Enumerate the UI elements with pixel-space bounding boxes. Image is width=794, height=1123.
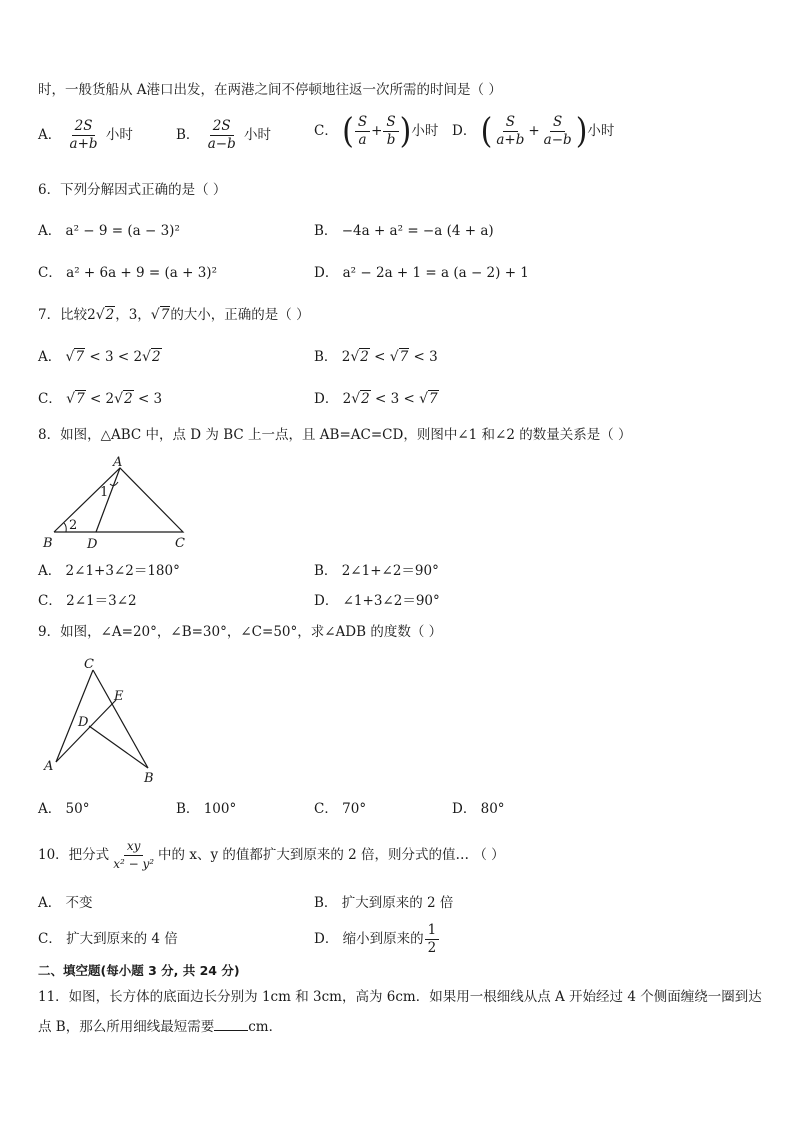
q7-option-d[interactable]: D． 2√2 < 3 < √7 bbox=[314, 391, 438, 407]
section-title: 二、填空题(每小题 3 分, 共 24 分) bbox=[38, 963, 240, 978]
q10-option-b[interactable]: B． 扩大到原来的 2 倍 bbox=[314, 895, 454, 911]
fraction: $\frac{2S}{a+b}$ bbox=[69, 118, 98, 152]
q9-option-b[interactable]: B． 100° bbox=[176, 801, 237, 817]
q6-option-c[interactable]: C． a² + 6a + 9 = (a + 3)² bbox=[38, 265, 217, 281]
label-d: D bbox=[78, 715, 89, 730]
fraction: $\frac{2S}{a-b}$ bbox=[207, 118, 236, 152]
q11-line1: 11．如图，长方体的底面边长分别为 1cm 和 3cm，高为 6cm．如果用一根细线从点 A 开始经过 4 个侧面缠绕一圈到达 bbox=[38, 989, 762, 1005]
angle-label-1: 1 bbox=[100, 485, 109, 500]
label-c: C bbox=[84, 657, 94, 672]
q8-option-a[interactable]: A． 2∠1+3∠2＝180° bbox=[38, 563, 180, 579]
label-e: E bbox=[114, 689, 124, 704]
label-c: C bbox=[175, 536, 185, 551]
q7-option-b[interactable]: B． 2√2 < √7 < 3 bbox=[314, 349, 438, 365]
q5-option-a[interactable]: A． $\frac{2S}{a+b}$ 小时 bbox=[38, 118, 133, 152]
q9-option-c[interactable]: C． 70° bbox=[314, 801, 367, 817]
label-d: D bbox=[87, 537, 98, 552]
q7-option-a[interactable]: A． √7 < 3 < 2√2 bbox=[38, 349, 161, 365]
label-a: A bbox=[113, 455, 123, 470]
q7-stem: 7．比较2√2，3，√7的大小，正确的是（ ） bbox=[38, 307, 310, 323]
label-a: A bbox=[44, 759, 54, 774]
q5-stem: 时，一般货船从 A港口出发，在两港之间不停顿地往返一次所需的时间是（ ） bbox=[38, 82, 502, 98]
q6-option-a[interactable]: A． a² − 9 = (a − 3)² bbox=[38, 223, 180, 239]
option-letter: A． bbox=[38, 127, 62, 143]
q6-option-b[interactable]: B． −4a + a² = −a (4 + a) bbox=[314, 223, 494, 239]
label-b: B bbox=[43, 536, 53, 551]
q5-option-c[interactable]: C． ( $\frac{S}{a}$ + $\frac{S}{b}$ )小时 bbox=[314, 110, 439, 152]
q7-option-c[interactable]: C． √7 < 2√2 < 3 bbox=[38, 391, 163, 407]
q8-option-c[interactable]: C． 2∠1＝3∠2 bbox=[38, 593, 137, 609]
q6-option-d[interactable]: D． a² − 2a + 1 = a (a − 2) + 1 bbox=[314, 265, 529, 281]
q9-stem: 9．如图，∠A=20°，∠B=30°，∠C=50°，求∠ADB 的度数（ ） bbox=[38, 624, 443, 640]
label-b: B bbox=[144, 771, 154, 786]
q5-option-b[interactable]: B． $\frac{2S}{a-b}$ 小时 bbox=[176, 118, 272, 152]
q9-option-a[interactable]: A． 50° bbox=[38, 801, 90, 817]
q10-stem: 10．把分式 $\frac{xy}{\text{x² − y²}}$ 中的 x、y 的值都扩大到原来的 2 倍，则分式的值… （ ） bbox=[38, 839, 505, 871]
q10-option-a[interactable]: A． 不变 bbox=[38, 895, 93, 911]
q5-option-d[interactable]: D． ( $\frac{S}{a+b}$ + $\frac{S}{a-b}$ )小时 bbox=[452, 110, 615, 152]
option-letter: D． bbox=[452, 123, 477, 139]
q9-figure bbox=[38, 652, 168, 787]
q9-option-d[interactable]: D． 80° bbox=[452, 801, 505, 817]
option-letter: C． bbox=[314, 123, 338, 139]
q8-stem: 8．如图，△ABC 中，点 D 为 BC 上一点，且 AB=AC=CD，则图中∠1 和∠2 的数量关系是（ ） bbox=[38, 427, 632, 443]
q6-stem: 6．下列分解因式正确的是（ ） bbox=[38, 182, 227, 198]
q8-option-d[interactable]: D． ∠1+3∠2＝90° bbox=[314, 593, 440, 609]
q11-line2: 点 B，那么所用细线最短需要 cm． bbox=[38, 1019, 283, 1035]
q8-triangle-figure bbox=[38, 452, 198, 552]
answer-blank[interactable] bbox=[214, 1017, 248, 1031]
q10-option-c[interactable]: C． 扩大到原来的 4 倍 bbox=[38, 931, 178, 947]
q10-option-d[interactable]: D． 缩小到原来的 $\frac{1}{2}$ bbox=[314, 922, 440, 957]
angle-label-2: 2 bbox=[69, 518, 78, 533]
q8-option-b[interactable]: B． 2∠1+∠2＝90° bbox=[314, 563, 439, 579]
option-letter: B． bbox=[176, 127, 200, 143]
